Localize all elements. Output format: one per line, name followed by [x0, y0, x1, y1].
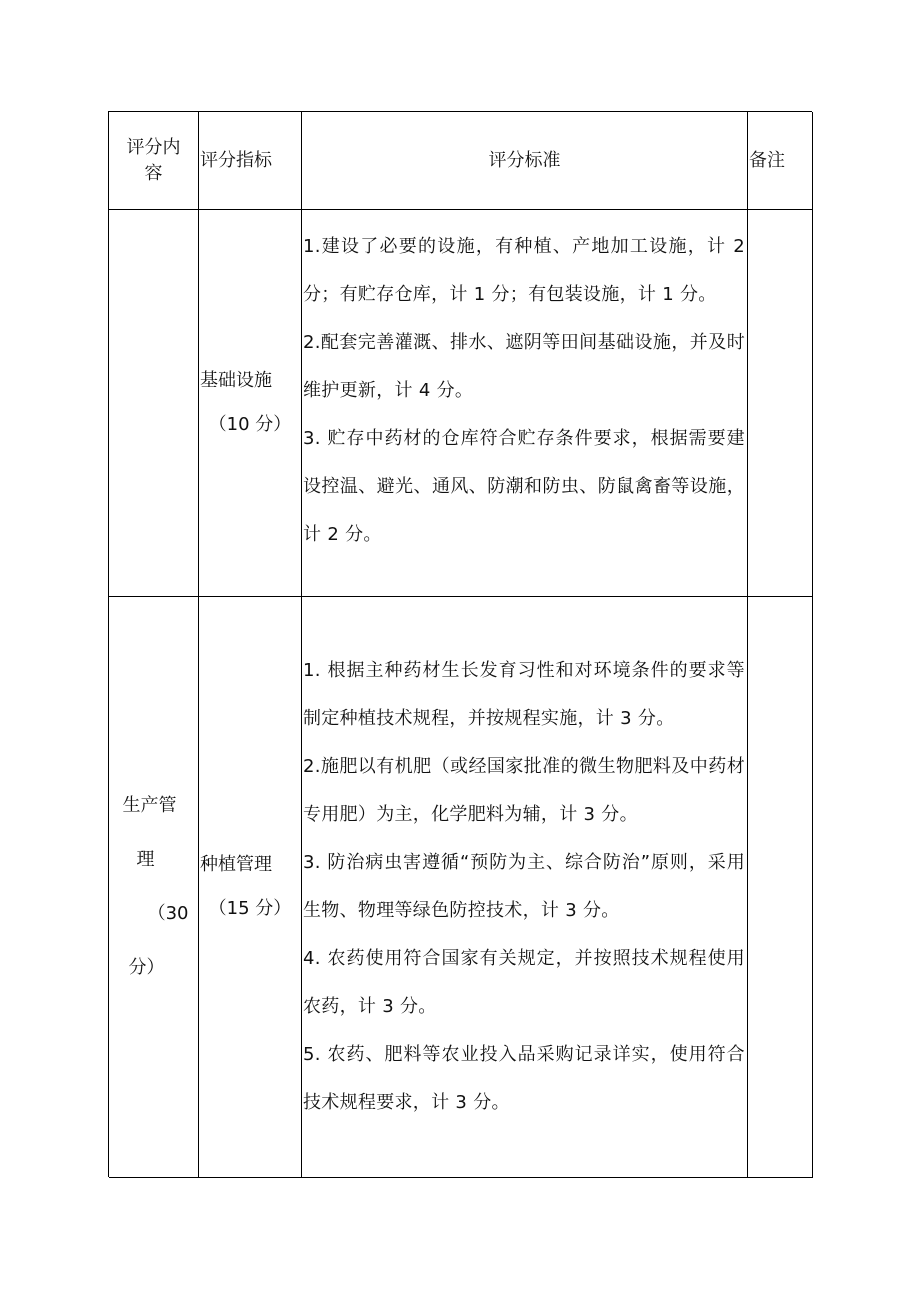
row2-standard-item-3: 3. 防治病虫害遵循“预防为主、综合防治”原则，采用生物、物理等绿色防控技术，计 3 分。: [303, 852, 745, 921]
header-indicator-cell: [199, 112, 302, 210]
row1-standard-item-2: 2.配套完善灌溉、排水、遮阴等田间基础设施，并及时维护更新，计 4 分。: [303, 332, 745, 401]
row2-content-line-1: 生产管: [122, 795, 177, 816]
row2-indicator-score: （15 分）: [208, 898, 292, 919]
row2-content-cell: [109, 597, 199, 1178]
row1-standard-cell: [302, 210, 748, 597]
row2-standard-cell: [302, 597, 748, 1178]
header-remark: 备注: [749, 150, 785, 171]
row1-indicator-cell: [199, 210, 302, 597]
header-standard: 评分标准: [488, 150, 561, 171]
header-remark-cell: [748, 112, 813, 210]
header-content-cell: [109, 112, 199, 210]
row1-indicator-score: （10 分）: [208, 414, 292, 435]
row1-indicator-name: 基础设施: [200, 370, 272, 391]
row1-standard-item-3: 3. 贮存中药材的仓库符合贮存条件要求，根据需要建设控温、避光、通风、防潮和防虫、防鼠禽畜等设施，计 2 分。: [303, 428, 745, 545]
row2-indicator-name: 种植管理: [200, 854, 272, 875]
row2-remark-cell: [748, 597, 813, 1178]
scoring-table: [108, 111, 812, 1177]
row2-content-line-4: 分）: [128, 957, 165, 978]
row1-standard-item-1: 1.建设了必要的设施，有种植、产地加工设施，计 2 分；有贮存仓库，计 1 分；有包装设施，计 1 分。: [303, 236, 745, 305]
row2-content-line-3: （30: [147, 903, 189, 924]
header-standard-cell: [302, 112, 748, 210]
header-indicator: 评分指标: [200, 150, 272, 171]
row2-standard-item-1: 1. 根据主种药材生长发育习性和对环境条件的要求等制定种植技术规程，并按规程实施，计 3 分。: [303, 660, 745, 729]
row1-content-cell: [109, 210, 199, 597]
row1-remark-cell: [748, 210, 813, 597]
row2-standard-item-4: 4. 农药使用符合国家有关规定，并按照技术规程使用农药，计 3 分。: [303, 948, 745, 1017]
header-content: 评分内容: [126, 136, 181, 184]
row2-standard-item-2: 2.施肥以有机肥（或经国家批准的微生物肥料及中药材专用肥）为主，化学肥料为辅，计 3 分。: [303, 756, 745, 825]
row2-indicator-cell: [199, 597, 302, 1178]
row2-content-line-2: 理: [136, 849, 155, 870]
row2-standard-item-5: 5. 农药、肥料等农业投入品采购记录详实，使用符合技术规程要求，计 3 分。: [303, 1044, 745, 1113]
